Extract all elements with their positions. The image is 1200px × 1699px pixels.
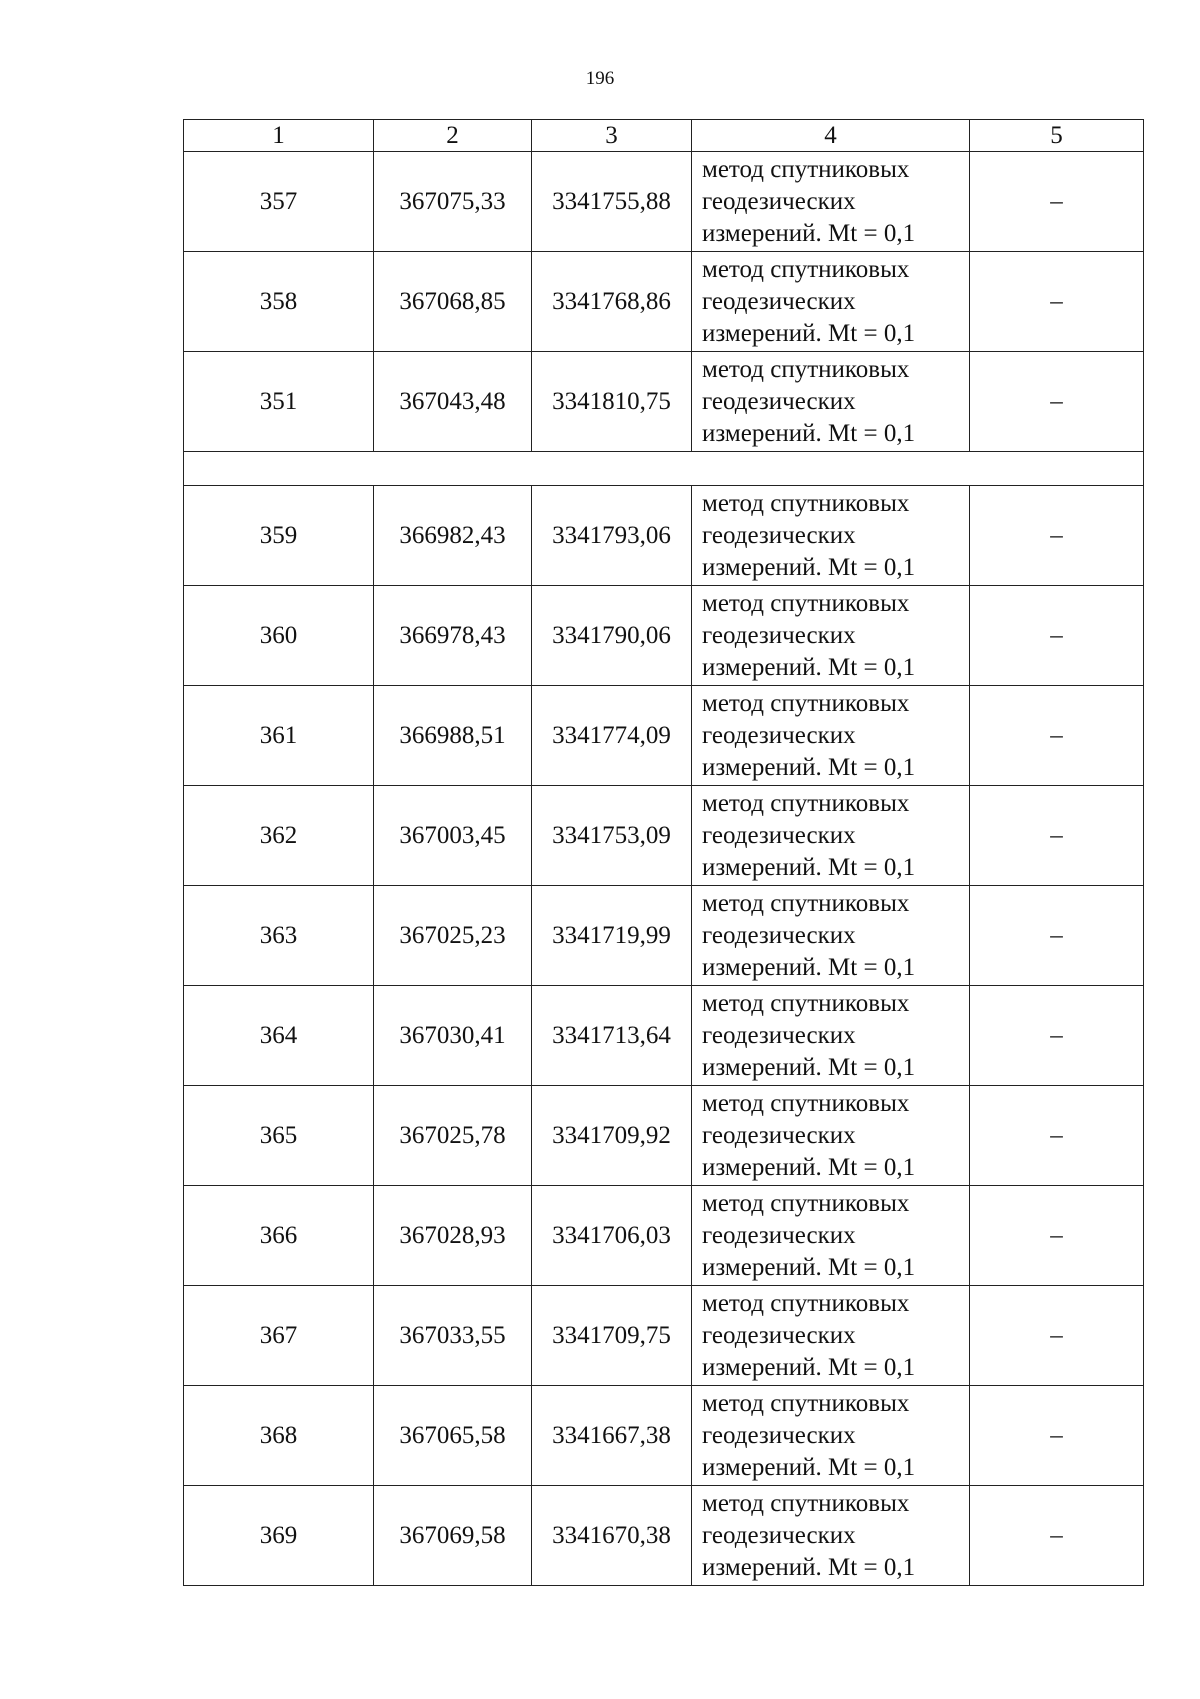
method-text-line: метод спутниковых: [702, 589, 910, 617]
x-coordinate-cell: 367028,93: [374, 1186, 532, 1286]
method-text-line: геодезических: [702, 187, 856, 215]
x-coordinate-cell: 367025,23: [374, 886, 532, 986]
note-cell: –: [970, 886, 1144, 986]
point-number-cell: 361: [184, 686, 374, 786]
method-cell: [692, 586, 970, 686]
point-number-cell: 360: [184, 586, 374, 686]
method-text-line: геодезических: [702, 521, 856, 549]
method-text-line: геодезических: [702, 1321, 856, 1349]
note-cell: –: [970, 986, 1144, 1086]
note-cell: –: [970, 686, 1144, 786]
method-text-line: метод спутниковых: [702, 1389, 910, 1417]
method-text-line: метод спутниковых: [702, 255, 910, 283]
table-separator-row: [184, 452, 1144, 486]
method-text-line: геодезических: [702, 1021, 856, 1049]
method-cell: [692, 1386, 970, 1486]
method-text-line: геодезических: [702, 921, 856, 949]
table-row: [184, 252, 1144, 352]
method-text-line: геодезических: [702, 621, 856, 649]
method-text-line: измерений. Mt = 0,1: [702, 1153, 916, 1181]
column-header: 2: [374, 120, 532, 152]
point-number-cell: 367: [184, 1286, 374, 1386]
method-text-line: измерений. Mt = 0,1: [702, 319, 916, 347]
page-number: 196: [585, 68, 615, 89]
method-cell: [692, 1186, 970, 1286]
table-row: [184, 1086, 1144, 1186]
table-row: [184, 1486, 1144, 1586]
method-text-line: измерений. Mt = 0,1: [702, 1553, 916, 1581]
x-coordinate-cell: 367025,78: [374, 1086, 532, 1186]
point-number-cell: 369: [184, 1486, 374, 1586]
method-cell: [692, 786, 970, 886]
point-number-cell: 366: [184, 1186, 374, 1286]
method-cell: [692, 686, 970, 786]
method-text-line: измерений. Mt = 0,1: [702, 1253, 916, 1281]
method-cell: [692, 1486, 970, 1586]
note-cell: –: [970, 786, 1144, 886]
method-cell: [692, 252, 970, 352]
table-row: [184, 352, 1144, 452]
method-text-line: измерений. Mt = 0,1: [702, 953, 916, 981]
method-text-line: измерений. Mt = 0,1: [702, 1453, 916, 1481]
method-text-line: метод спутниковых: [702, 989, 910, 1017]
method-text-line: метод спутниковых: [702, 355, 910, 383]
table-header-row: [184, 120, 1144, 152]
y-coordinate-cell: 3341670,38: [532, 1486, 692, 1586]
y-coordinate-cell: 3341793,06: [532, 486, 692, 586]
x-coordinate-cell: 366988,51: [374, 686, 532, 786]
column-header: 3: [532, 120, 692, 152]
point-number-cell: 364: [184, 986, 374, 1086]
table-row: [184, 1386, 1144, 1486]
y-coordinate-cell: 3341753,09: [532, 786, 692, 886]
table-row: [184, 486, 1144, 586]
table-row: [184, 1286, 1144, 1386]
method-text-line: геодезических: [702, 1521, 856, 1549]
table-row: [184, 586, 1144, 686]
method-text-line: измерений. Mt = 0,1: [702, 853, 916, 881]
note-cell: –: [970, 252, 1144, 352]
column-header: 5: [970, 120, 1144, 152]
point-number-cell: 368: [184, 1386, 374, 1486]
method-text-line: метод спутниковых: [702, 789, 910, 817]
method-text-line: метод спутниковых: [702, 689, 910, 717]
method-text-line: метод спутниковых: [702, 1489, 910, 1517]
x-coordinate-cell: 366978,43: [374, 586, 532, 686]
point-number-cell: 357: [184, 152, 374, 252]
note-cell: –: [970, 152, 1144, 252]
point-number-cell: 351: [184, 352, 374, 452]
point-number-cell: 358: [184, 252, 374, 352]
note-cell: –: [970, 1286, 1144, 1386]
method-cell: [692, 1086, 970, 1186]
column-header: 4: [692, 120, 970, 152]
method-text-line: метод спутниковых: [702, 1289, 910, 1317]
x-coordinate-cell: 367069,58: [374, 1486, 532, 1586]
y-coordinate-cell: 3341755,88: [532, 152, 692, 252]
method-text-line: геодезических: [702, 821, 856, 849]
table-row: [184, 152, 1144, 252]
method-text-line: геодезических: [702, 1121, 856, 1149]
x-coordinate-cell: 367030,41: [374, 986, 532, 1086]
y-coordinate-cell: 3341713,64: [532, 986, 692, 1086]
method-text-line: метод спутниковых: [702, 1189, 910, 1217]
method-text-line: измерений. Mt = 0,1: [702, 1053, 916, 1081]
point-number-cell: 362: [184, 786, 374, 886]
table-body: [184, 152, 1144, 1586]
method-text-line: геодезических: [702, 387, 856, 415]
note-cell: –: [970, 1386, 1144, 1486]
method-text-line: метод спутниковых: [702, 889, 910, 917]
point-number-cell: 363: [184, 886, 374, 986]
y-coordinate-cell: 3341706,03: [532, 1186, 692, 1286]
coordinates-table: [183, 119, 1144, 1586]
method-text-line: измерений. Mt = 0,1: [702, 653, 916, 681]
method-text-line: измерений. Mt = 0,1: [702, 219, 916, 247]
separator-cell: [184, 452, 1144, 486]
method-text-line: геодезических: [702, 721, 856, 749]
x-coordinate-cell: 367043,48: [374, 352, 532, 452]
note-cell: –: [970, 1186, 1144, 1286]
y-coordinate-cell: 3341768,86: [532, 252, 692, 352]
method-cell: [692, 486, 970, 586]
x-coordinate-cell: 367068,85: [374, 252, 532, 352]
method-cell: [692, 152, 970, 252]
method-text-line: геодезических: [702, 287, 856, 315]
method-cell: [692, 1286, 970, 1386]
method-cell: [692, 986, 970, 1086]
note-cell: –: [970, 352, 1144, 452]
table-row: [184, 986, 1144, 1086]
method-text-line: метод спутниковых: [702, 155, 910, 183]
y-coordinate-cell: 3341709,75: [532, 1286, 692, 1386]
y-coordinate-cell: 3341667,38: [532, 1386, 692, 1486]
point-number-cell: 365: [184, 1086, 374, 1186]
method-text-line: метод спутниковых: [702, 1089, 910, 1117]
note-cell: –: [970, 486, 1144, 586]
table-row: [184, 686, 1144, 786]
x-coordinate-cell: 367075,33: [374, 152, 532, 252]
y-coordinate-cell: 3341719,99: [532, 886, 692, 986]
y-coordinate-cell: 3341709,92: [532, 1086, 692, 1186]
y-coordinate-cell: 3341790,06: [532, 586, 692, 686]
method-text-line: измерений. Mt = 0,1: [702, 553, 916, 581]
x-coordinate-cell: 367003,45: [374, 786, 532, 886]
method-text-line: измерений. Mt = 0,1: [702, 419, 916, 447]
note-cell: –: [970, 1486, 1144, 1586]
method-text-line: геодезических: [702, 1421, 856, 1449]
method-cell: [692, 886, 970, 986]
method-text-line: измерений. Mt = 0,1: [702, 1353, 916, 1381]
method-text-line: измерений. Mt = 0,1: [702, 753, 916, 781]
x-coordinate-cell: 366982,43: [374, 486, 532, 586]
table-row: [184, 1186, 1144, 1286]
table-row: [184, 886, 1144, 986]
method-text-line: геодезических: [702, 1221, 856, 1249]
x-coordinate-cell: 367065,58: [374, 1386, 532, 1486]
method-text-line: метод спутниковых: [702, 489, 910, 517]
column-header: 1: [184, 120, 374, 152]
x-coordinate-cell: 367033,55: [374, 1286, 532, 1386]
note-cell: –: [970, 1086, 1144, 1186]
table-row: [184, 786, 1144, 886]
y-coordinate-cell: 3341810,75: [532, 352, 692, 452]
method-cell: [692, 352, 970, 452]
y-coordinate-cell: 3341774,09: [532, 686, 692, 786]
point-number-cell: 359: [184, 486, 374, 586]
note-cell: –: [970, 586, 1144, 686]
